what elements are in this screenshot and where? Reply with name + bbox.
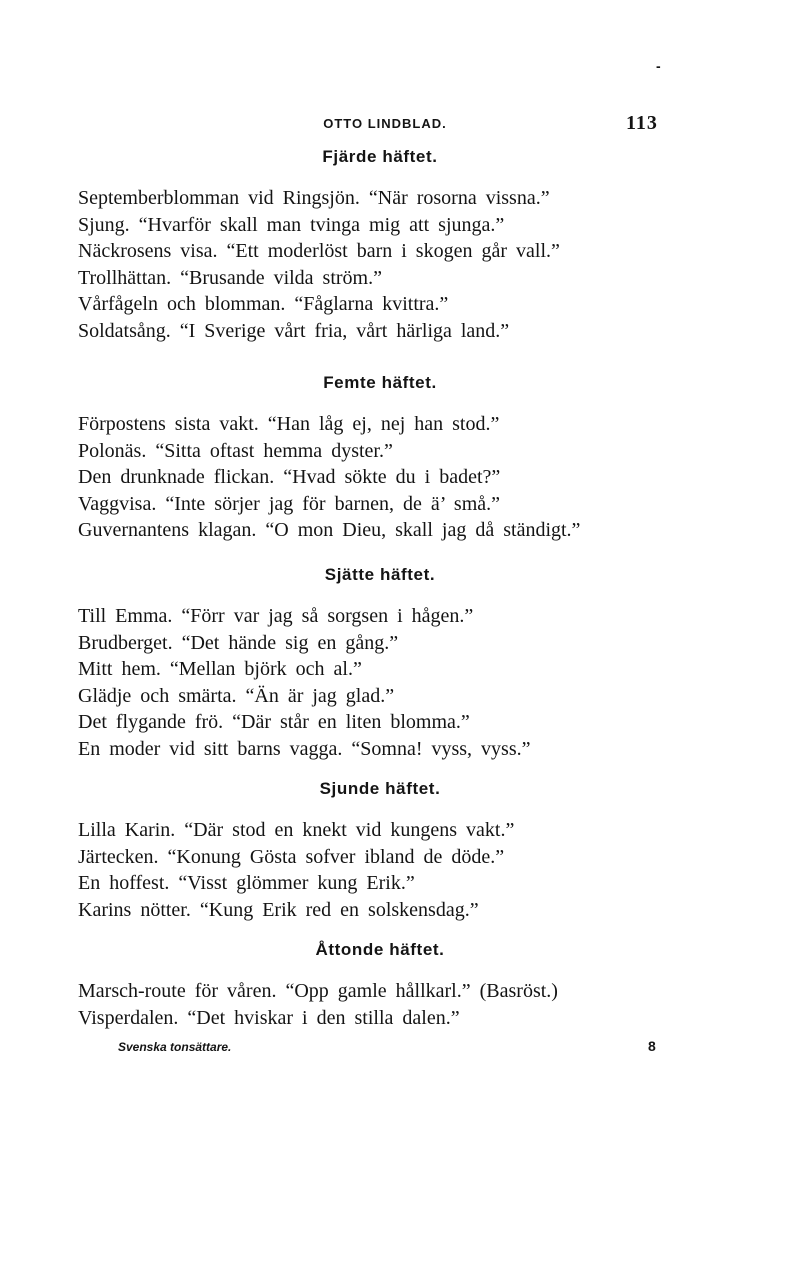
list-item: Vårfågeln och blomman. “Fåglarna kvittra.” — [78, 293, 449, 315]
list-item: Visperdalen. “Det hviskar i den stilla dalen.” — [78, 1006, 460, 1029]
footer-signature-mark: 8 — [648, 1038, 656, 1054]
section-sjunde-haftet — [78, 777, 698, 923]
list-item: Lilla Karin. “Där stod en knekt vid kungens vakt.” — [78, 819, 515, 841]
footer-book-title: Svenska tonsättare. — [118, 1040, 232, 1054]
list-item: Septemberblomman vid Ringsjön. “När rosorna vissna.” — [78, 187, 550, 209]
list-item: Vaggvisa. “Inte sörjer jag för barnen, de ä’ små.” — [78, 492, 501, 515]
running-head: OTTO LINDBLAD. — [323, 116, 447, 131]
section-femte-haftet — [78, 371, 698, 544]
list-item: Guvernantens klagan. “O mon Dieu, skall jag då ständigt.” — [78, 519, 581, 541]
list-item: Den drunknade flickan. “Hvad sökte du i badet?” — [78, 466, 501, 488]
section-title: Åttonde häftet. — [315, 940, 445, 959]
list-item: Trollhättan. “Brusande vilda ström.” — [78, 266, 382, 289]
corner-mark: - — [656, 58, 661, 74]
section-title: Femte häftet. — [323, 373, 437, 392]
list-item: Det flygande frö. “Där står en liten blomma.” — [78, 711, 470, 733]
list-item: Mitt hem. “Mellan björk och al.” — [78, 658, 362, 680]
list-item: En moder vid sitt barns vagga. “Somna! vyss, vyss.” — [78, 737, 531, 760]
list-item: Till Emma. “Förr var jag så sorgsen i hågen.” — [78, 605, 474, 627]
list-item: Brudberget. “Det hände sig en gång.” — [78, 631, 399, 654]
section-title: Sjätte häftet. — [324, 565, 436, 584]
list-item: Järtecken. “Konung Gösta sofver ibland de döde.” — [78, 845, 505, 868]
page-number: 113 — [626, 112, 658, 134]
list-item: Karins nötter. “Kung Erik red en solskensdag.” — [78, 898, 479, 921]
list-item: Polonäs. “Sitta oftast hemma dyster.” — [78, 439, 393, 462]
section-sjatte-haftet — [78, 563, 698, 762]
section-title: Fjärde häftet. — [322, 147, 438, 166]
section-fjarde-haftet — [78, 145, 698, 344]
section-attonde-haftet — [78, 938, 698, 1031]
list-item: Näckrosens visa. “Ett moderlöst barn i skogen går vall.” — [78, 240, 560, 262]
list-item: En hoffest. “Visst glömmer kung Erik.” — [78, 872, 415, 894]
list-item: Glädje och smärta. “Än är jag glad.” — [78, 684, 395, 707]
list-item: Sjung. “Hvarför skall man tvinga mig att sjunga.” — [78, 213, 505, 236]
list-item: Marsch-route för våren. “Opp gamle hållkarl.” (Basröst.) — [78, 980, 558, 1002]
section-title: Sjunde häftet. — [319, 779, 441, 798]
list-item: Förpostens sista vakt. “Han låg ej, nej han stod.” — [78, 413, 500, 435]
list-item: Soldatsång. “I Sverige vårt fria, vårt härliga land.” — [78, 319, 510, 342]
